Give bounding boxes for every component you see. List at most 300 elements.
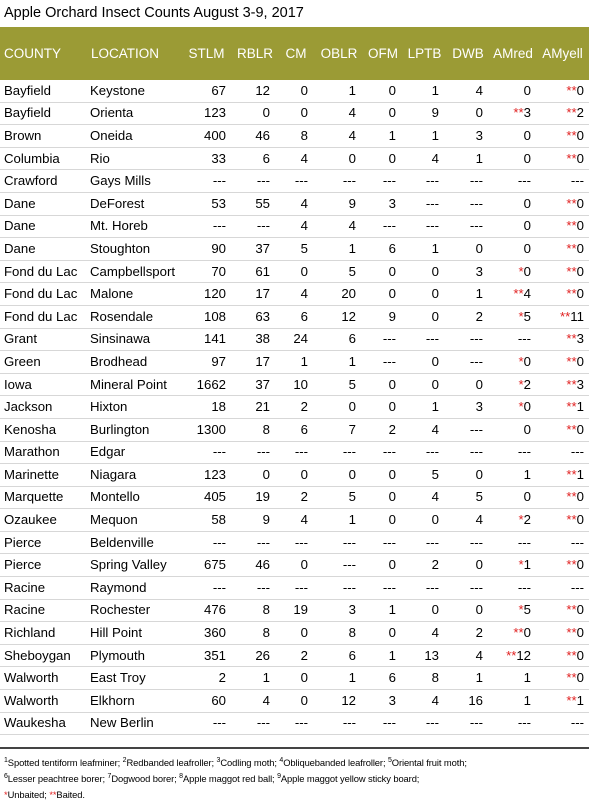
table-row [0,373,589,396]
cell-location: Rochester [87,599,180,622]
insect-count-table [0,27,589,735]
cell-county: Racine [0,577,87,600]
cell-lptb: 2 [403,554,446,577]
cell-amred: *5 [490,599,536,622]
cell-rblr: 17 [233,351,277,374]
footnote-abbreviations-2 [4,771,585,787]
cell-amyell: **3 [536,373,589,396]
cell-amred: 0 [490,418,536,441]
cell-amred: 0 [490,80,536,102]
cell-location: Montello [87,486,180,509]
cell-lptb: --- [403,577,446,600]
col-header-ofm: OFM [363,27,403,80]
cell-location: Raymond [87,577,180,600]
cell-amred: *2 [490,509,536,532]
table-row [0,644,589,667]
cell-lptb: 9 [403,102,446,125]
cell-stlm: 120 [180,283,233,306]
cell-stlm: 33 [180,147,233,170]
cell-cm: 24 [277,328,315,351]
col-header-lptb: LPTB [403,27,446,80]
cell-amyell: **0 [536,192,589,215]
footnote-item: $^9$Apple maggot yellow sticky board; [277,773,420,785]
cell-lptb: 0 [403,599,446,622]
cell-location: Beldenville [87,531,180,554]
cell-dwb: --- [446,351,490,374]
cell-dwb: 0 [446,464,490,487]
cell-lptb: 0 [403,351,446,374]
cell-amred: --- [490,328,536,351]
cell-county: Ozaukee [0,509,87,532]
table-body [0,80,589,735]
cell-amyell: **0 [536,667,589,690]
cell-stlm: --- [180,215,233,238]
cell-stlm: 53 [180,192,233,215]
cell-cm: 4 [277,215,315,238]
cell-cm: 4 [277,192,315,215]
footnote-abbreviations [4,755,585,771]
cell-location: Mt. Horeb [87,215,180,238]
cell-amyell: **0 [536,80,589,102]
cell-location: Edgar [87,441,180,464]
bait-marker: * [518,308,524,324]
cell-amred: 0 [490,192,536,215]
cell-stlm: 18 [180,396,233,419]
cell-county: Dane [0,215,87,238]
cell-rblr: 8 [233,599,277,622]
cell-county: Brown [0,125,87,148]
cell-dwb: 3 [446,125,490,148]
cell-oblr: 5 [315,260,363,283]
cell-ofm: --- [363,531,403,554]
cell-amred: --- [490,712,536,735]
cell-county: Kenosha [0,418,87,441]
cell-ofm: --- [363,351,403,374]
cell-rblr: 0 [233,102,277,125]
cell-oblr: 5 [315,486,363,509]
cell-lptb: 4 [403,418,446,441]
cell-amred: *1 [490,554,536,577]
cell-amyell: --- [536,577,589,600]
cell-ofm: 0 [363,102,403,125]
bait-marker: ** [506,647,517,663]
cell-oblr: 3 [315,599,363,622]
cell-stlm: --- [180,712,233,735]
cell-amyell: **1 [536,396,589,419]
cell-oblr: --- [315,554,363,577]
cell-county: Dane [0,238,87,261]
cell-rblr: 12 [233,80,277,102]
table-row [0,486,589,509]
bait-marker: ** [566,195,577,211]
cell-amred: 1 [490,690,536,713]
bait-marker: ** [566,421,577,437]
cell-ofm: 0 [363,373,403,396]
cell-cm: 0 [277,260,315,283]
cell-amyell: --- [536,170,589,193]
cell-rblr: --- [233,170,277,193]
cell-county: Dane [0,192,87,215]
cell-stlm: 360 [180,622,233,645]
cell-location: Plymouth [87,644,180,667]
cell-oblr: 6 [315,328,363,351]
cell-dwb: --- [446,577,490,600]
cell-amyell: **0 [536,238,589,261]
cell-county: Jackson [0,396,87,419]
bait-marker: ** [566,647,577,663]
cell-stlm: --- [180,170,233,193]
cell-county: Pierce [0,531,87,554]
cell-lptb: --- [403,441,446,464]
cell-amred: *5 [490,305,536,328]
table-row [0,215,589,238]
cell-location: Keystone [87,80,180,102]
cell-amred: *2 [490,373,536,396]
cell-oblr: 0 [315,147,363,170]
bait-marker: * [518,399,524,415]
cell-rblr: 37 [233,238,277,261]
cell-county: Iowa [0,373,87,396]
col-header-county: COUNTY [0,27,87,80]
cell-rblr: 46 [233,554,277,577]
cell-amred: 0 [490,215,536,238]
bait-marker: ** [566,150,577,166]
cell-cm: 0 [277,102,315,125]
cell-dwb: --- [446,215,490,238]
bait-marker: ** [566,127,577,143]
cell-cm: 10 [277,373,315,396]
cell-location: Stoughton [87,238,180,261]
cell-dwb: 2 [446,622,490,645]
cell-cm: --- [277,170,315,193]
cell-rblr: 46 [233,125,277,148]
cell-cm: --- [277,712,315,735]
cell-ofm: --- [363,328,403,351]
cell-amyell: **0 [536,644,589,667]
unbaited-mark: * [4,789,8,801]
cell-ofm: 0 [363,80,403,102]
cell-ofm: 0 [363,147,403,170]
cell-amyell: **0 [536,125,589,148]
cell-location: Rosendale [87,305,180,328]
cell-amred: --- [490,577,536,600]
table-row [0,667,589,690]
cell-county: Green [0,351,87,374]
cell-amyell: **1 [536,464,589,487]
cell-ofm: 1 [363,599,403,622]
cell-cm: 0 [277,80,315,102]
cell-oblr: 5 [315,373,363,396]
cell-amred: 1 [490,464,536,487]
cell-lptb: --- [403,170,446,193]
cell-cm: 0 [277,622,315,645]
cell-amred: --- [490,531,536,554]
cell-oblr: 1 [315,351,363,374]
col-header-cm: CM [277,27,315,80]
table-row [0,577,589,600]
cell-dwb: --- [446,328,490,351]
cell-amyell: **0 [536,622,589,645]
cell-rblr: 37 [233,373,277,396]
cell-location: Burlington [87,418,180,441]
cell-cm: 0 [277,554,315,577]
cell-lptb: 1 [403,396,446,419]
cell-amyell: --- [536,712,589,735]
cell-amyell: --- [536,441,589,464]
cell-cm: 0 [277,690,315,713]
cell-stlm: --- [180,577,233,600]
cell-oblr: 0 [315,396,363,419]
bait-marker: ** [513,105,524,121]
cell-location: Sinsinawa [87,328,180,351]
footnote-item: $^4$Obliquebanded leafroller; [279,757,388,769]
cell-location: Elkhorn [87,690,180,713]
cell-amred: --- [490,170,536,193]
footnote-legend [4,787,585,803]
cell-oblr: 4 [315,125,363,148]
baited-mark: ** [49,789,57,801]
table-row [0,305,589,328]
cell-rblr: --- [233,577,277,600]
cell-county: Racine [0,599,87,622]
cell-amred: **3 [490,102,536,125]
cell-dwb: 0 [446,554,490,577]
bait-marker: ** [566,602,577,618]
table-row [0,690,589,713]
cell-amred: 0 [490,486,536,509]
cell-location: Hixton [87,396,180,419]
table-row [0,102,589,125]
cell-ofm: 1 [363,125,403,148]
cell-ofm: 0 [363,396,403,419]
col-header-stlm: STLM [180,27,233,80]
cell-cm: 8 [277,125,315,148]
bait-marker: * [518,376,524,392]
table-row [0,147,589,170]
cell-stlm: 351 [180,644,233,667]
cell-amyell: **11 [536,305,589,328]
cell-oblr: 1 [315,667,363,690]
cell-location: Brodhead [87,351,180,374]
cell-dwb: 3 [446,260,490,283]
cell-dwb: 1 [446,147,490,170]
cell-cm: --- [277,441,315,464]
cell-stlm: 405 [180,486,233,509]
cell-stlm: 67 [180,80,233,102]
cell-location: Niagara [87,464,180,487]
cell-county: Fond du Lac [0,260,87,283]
cell-oblr: 0 [315,464,363,487]
cell-amyell: **0 [536,147,589,170]
cell-stlm: 123 [180,464,233,487]
table-row [0,328,589,351]
cell-county: Walworth [0,667,87,690]
cell-stlm: --- [180,531,233,554]
cell-county: Columbia [0,147,87,170]
cell-ofm: --- [363,441,403,464]
bait-marker: ** [566,353,577,369]
cell-ofm: 3 [363,192,403,215]
cell-amred: *0 [490,396,536,419]
cell-oblr: 9 [315,192,363,215]
cell-dwb: 4 [446,509,490,532]
cell-oblr: 20 [315,283,363,306]
cell-cm: 4 [277,147,315,170]
cell-stlm: 2 [180,667,233,690]
cell-location: Hill Point [87,622,180,645]
cell-rblr: 38 [233,328,277,351]
cell-ofm: 9 [363,305,403,328]
table-row [0,599,589,622]
cell-location: DeForest [87,192,180,215]
cell-amred: 0 [490,125,536,148]
cell-rblr: 4 [233,690,277,713]
cell-cm: 2 [277,396,315,419]
cell-dwb: 5 [446,486,490,509]
cell-location: Mineral Point [87,373,180,396]
table-row [0,509,589,532]
cell-ofm: --- [363,577,403,600]
cell-dwb: 1 [446,667,490,690]
cell-dwb: 16 [446,690,490,713]
col-header-oblr: OBLR [315,27,363,80]
col-header-rblr: RBLR [233,27,277,80]
page-title: Apple Orchard Insect Counts August 3-9, 2017 [4,5,304,21]
bait-marker: ** [566,670,577,686]
cell-location: Oneida [87,125,180,148]
cell-cm: 2 [277,486,315,509]
bait-marker: ** [566,105,577,121]
footnote-item: $^5$Oriental fruit moth; [387,757,467,769]
cell-amred: 0 [490,147,536,170]
bait-marker: ** [566,557,577,573]
cell-location: Campbellsport [87,260,180,283]
cell-oblr: --- [315,441,363,464]
table-row [0,441,589,464]
bait-marker: * [518,602,524,618]
cell-dwb: 0 [446,102,490,125]
cell-oblr: 7 [315,418,363,441]
cell-rblr: 61 [233,260,277,283]
bait-marker: * [518,263,524,279]
table-row [0,125,589,148]
cell-amred: 1 [490,667,536,690]
cell-lptb: 0 [403,509,446,532]
bait-marker: ** [566,692,577,708]
cell-county: Sheboygan [0,644,87,667]
footnote-item: $^8$Apple maggot red ball; [179,773,278,785]
footnote-item: $^3$Codling moth; [216,757,280,769]
cell-county: Fond du Lac [0,283,87,306]
cell-cm: 1 [277,351,315,374]
cell-stlm: 58 [180,509,233,532]
footnote-item: $^2$Redbanded leafroller; [122,757,217,769]
cell-amred: --- [490,441,536,464]
cell-rblr: 8 [233,418,277,441]
cell-rblr: 8 [233,622,277,645]
cell-county: Richland [0,622,87,645]
cell-dwb: --- [446,170,490,193]
cell-stlm: 90 [180,238,233,261]
cell-cm: --- [277,577,315,600]
cell-amred: **4 [490,283,536,306]
cell-stlm: 70 [180,260,233,283]
cell-stlm: 400 [180,125,233,148]
cell-cm: 6 [277,305,315,328]
table-row [0,351,589,374]
cell-cm: 19 [277,599,315,622]
cell-amred: 0 [490,238,536,261]
cell-lptb: 0 [403,305,446,328]
cell-oblr: 1 [315,238,363,261]
cell-rblr: --- [233,712,277,735]
cell-ofm: 0 [363,622,403,645]
footnote-item: $^7$Dogwood borer; [107,773,180,785]
cell-oblr: --- [315,531,363,554]
cell-cm: --- [277,531,315,554]
table-row [0,170,589,193]
cell-lptb: 0 [403,260,446,283]
cell-ofm: --- [363,712,403,735]
bait-marker: ** [566,512,577,528]
cell-stlm: 97 [180,351,233,374]
cell-amyell: --- [536,531,589,554]
cell-stlm: 1662 [180,373,233,396]
cell-ofm: 2 [363,418,403,441]
cell-rblr: --- [233,441,277,464]
cell-county: Marquette [0,486,87,509]
cell-lptb: --- [403,531,446,554]
cell-oblr: --- [315,170,363,193]
table-row [0,531,589,554]
cell-rblr: 19 [233,486,277,509]
cell-ofm: 0 [363,464,403,487]
cell-lptb: 4 [403,622,446,645]
cell-cm: 5 [277,238,315,261]
cell-amred: *0 [490,351,536,374]
cell-amyell: **2 [536,102,589,125]
cell-lptb: 13 [403,644,446,667]
cell-lptb: 4 [403,147,446,170]
cell-dwb: 0 [446,373,490,396]
bait-marker: ** [566,218,577,234]
cell-cm: 4 [277,283,315,306]
bait-marker: ** [566,466,577,482]
cell-oblr: 6 [315,644,363,667]
bait-marker: ** [566,399,577,415]
cell-county: Bayfield [0,102,87,125]
cell-dwb: 3 [446,396,490,419]
cell-dwb: 0 [446,238,490,261]
cell-dwb: 0 [446,599,490,622]
bait-marker: ** [566,286,577,302]
bait-marker: ** [560,308,571,324]
cell-ofm: 0 [363,509,403,532]
bait-marker: * [518,557,524,573]
cell-rblr: 9 [233,509,277,532]
cell-oblr: 4 [315,215,363,238]
bait-marker: ** [566,489,577,505]
cell-county: Waukesha [0,712,87,735]
cell-ofm: 0 [363,260,403,283]
cell-ofm: 6 [363,667,403,690]
bait-marker: ** [566,625,577,641]
cell-oblr: 12 [315,690,363,713]
cell-dwb: --- [446,192,490,215]
footnote [0,747,589,803]
cell-county: Pierce [0,554,87,577]
col-header-location: LOCATION [87,27,180,80]
